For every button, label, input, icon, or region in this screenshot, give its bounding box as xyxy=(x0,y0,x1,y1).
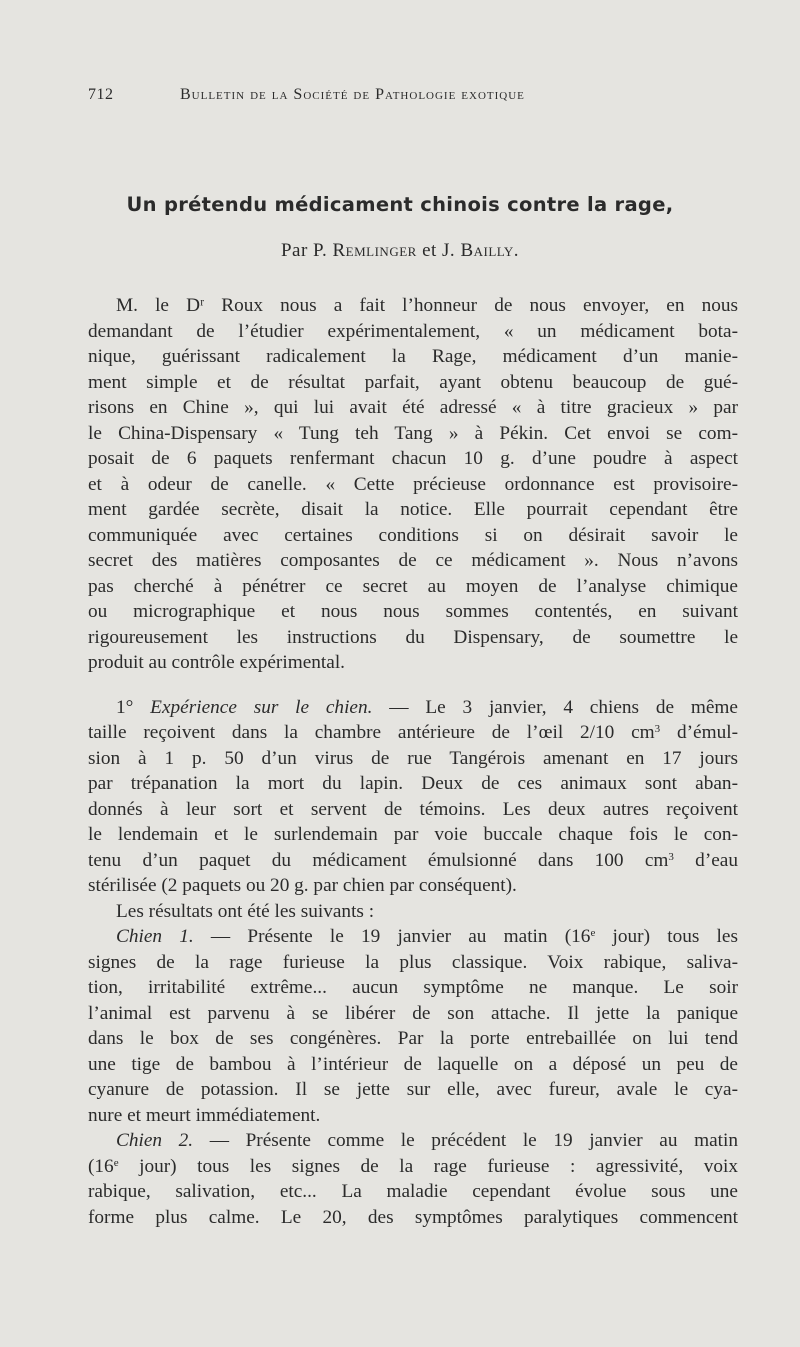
chien2-heading-line: Chien 2. — Présente comme le précédent le 19 janvier au matin xyxy=(116,1130,738,1151)
chien2-line: (16e jour) tous les signes de la rage furieuse : agressivité, voix xyxy=(88,1155,738,1177)
para2-line: stérilisée (2 paquets ou 20 g. par chien par conséquent). xyxy=(88,875,517,896)
para2-line: taille reçoivent dans la chambre antérieure de l’œil 2/10 $cm^3$ d’émul- xyxy=(88,722,738,743)
chien2-line: rabique, salivation, etc... La maladie cependant évolue sous une xyxy=(88,1181,738,1202)
para1-line: rigoureusement les instructions du Dispensary, de soumettre le xyxy=(88,626,738,648)
para1-line: secret des matières composantes de ce médicament ». Nous n’avons xyxy=(88,550,738,571)
section-number: 1° xyxy=(116,696,134,718)
results-intro: Les résultats ont été les suivants : xyxy=(116,900,375,922)
para2-line: le lendemain et le surlendemain par voie buccale chaque fois le con- xyxy=(88,824,738,845)
para1-line: nique, guérissant radicalement la Rage, médicament d’un manie- xyxy=(88,346,738,367)
chien1-line: dans le box de ses congénères. Par la porte entrebaillée on lui tend xyxy=(88,1028,738,1049)
chien1-heading-line: Chien 1. — Présente le 19 janvier au matin (16e jour) tous les xyxy=(116,926,738,947)
chien1-line: cyanure de potassion. Il se jette sur elle, avec fureur, avale le cya- xyxy=(88,1079,738,1100)
para1-line: pas cherché à pénétrer ce secret au moyen de l’analyse chimique xyxy=(88,575,738,597)
author-bailly: Bailly. xyxy=(460,240,520,261)
para2-line: donnés à leur sort et servent de témoins. Les deux autres reçoivent xyxy=(88,798,738,820)
para2-line: sion à 1 p. 50 d’un virus de rue Tangérois amenant en 17 jours xyxy=(88,747,738,769)
para1-line: produit au contrôle expérimental. xyxy=(88,652,345,673)
chien1-label: Chien 1. xyxy=(116,926,194,947)
section-heading: Expérience sur le chien. xyxy=(150,696,373,718)
experiment-heading-line: 1° Expérience sur le chien. — Le 3 janvier, 4 chiens de même xyxy=(116,696,738,718)
chien2-label: Chien 2. xyxy=(116,1130,194,1151)
para1-line: communiquée avec certaines conditions si on désirait savoir le xyxy=(88,524,738,546)
para1-line: posait de 6 paquets renfermant chacun 10 g. d’une poudre à aspect xyxy=(88,448,738,469)
journal-title: Bulletin de la Société de Pathologie exotique xyxy=(180,86,525,103)
author-remlinger: Remlinger xyxy=(332,240,417,261)
running-head xyxy=(88,86,748,104)
chien1-line: signes de la rage furieuse la plus classique. Voix rabique, saliva- xyxy=(88,951,738,973)
chien2-line: forme plus calme. Le 20, des symptômes paralytiques commencent xyxy=(88,1206,738,1228)
byline-conjunction: et J. xyxy=(422,240,456,261)
para1-line: ou micrographique et nous nous sommes contentés, en suivant xyxy=(88,601,738,622)
para2-line: tenu d’un paquet du médicament émulsionné dans 100 $cm^3$ d’eau xyxy=(88,849,739,871)
chien1-line: nure et meurt immédiatement. xyxy=(88,1104,321,1126)
article-body xyxy=(88,293,738,1230)
byline xyxy=(0,240,800,262)
para1-line: M. le Dʳ Roux nous a fait l’honneur de nous envoyer, en nous xyxy=(116,295,738,316)
para1-line: demandant de l’étudier expérimentalement, « un médicament bota- xyxy=(88,320,738,342)
para2-line: par trépanation la mort du lapin. Deux de ces animaux sont aban- xyxy=(88,773,738,794)
article-title: Un prétendu médicament chinois contre la rage, xyxy=(126,193,674,216)
page-number: 712 xyxy=(88,86,114,103)
para1-line: ment simple et de résultat parfait, ayant obtenu beaucoup de gué- xyxy=(88,371,738,393)
para1-line: risons en Chine », qui lui avait été adressé « à titre gracieux » par xyxy=(88,397,738,418)
para1-line: ment gardée secrète, disait la notice. Elle pourrait cependant être xyxy=(88,499,738,520)
chien1-line: l’animal est parvenu à se libérer de son attache. Il jette la panique xyxy=(88,1002,738,1024)
byline-prefix: Par P. xyxy=(280,240,328,261)
chien1-line: tion, irritabilité extrême... aucun symptôme ne manque. Le soir xyxy=(88,977,738,998)
para1-line: le China-Dispensary « Tung teh Tang » à Pékin. Cet envoi se com- xyxy=(88,422,738,444)
para1-line: et à odeur de canelle. « Cette précieuse ordonnance est provisoire- xyxy=(88,473,738,495)
chien1-line: une tige de bambou à l’intérieur de laquelle on a déposé un peu de xyxy=(88,1053,738,1075)
